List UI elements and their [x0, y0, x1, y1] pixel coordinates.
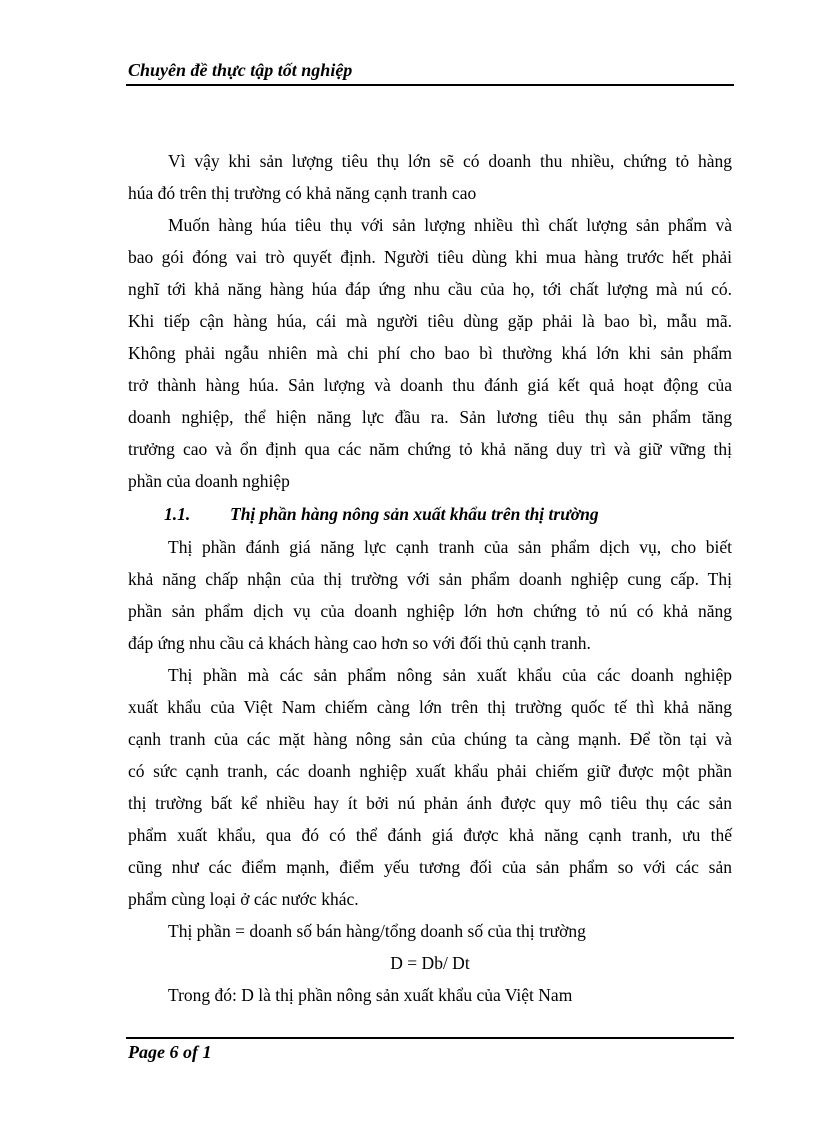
text-line: Vì vậy khi sản lượng tiêu thụ lớn sẽ có doanh thu nhiều, chứng tỏ hàng	[168, 151, 732, 171]
paragraph	[128, 211, 732, 499]
text-line: thị trường bất kể nhiều hay ít bởi nú phản ánh được quy mô tiêu thụ các sản	[128, 793, 732, 813]
header-title: Chuyên đề thực tập tốt nghiệp	[128, 60, 353, 80]
text-line: Thị phần mà các sản phẩm nông sản xuất khẩu của các doanh nghiệp	[168, 665, 732, 685]
text-line: phẩm cùng loại ở các nước khác.	[128, 889, 359, 909]
text-line: nghĩ tới khả năng hàng húa đáp ứng nhu cầu của họ, tới chất lượng mà nú có.	[128, 279, 732, 299]
text-line: doanh nghiệp, thể hiện năng lực đầu ra. Sản lương tiêu thụ sản phẩm tăng	[128, 407, 732, 427]
document-body	[128, 147, 732, 1013]
text-line: khả năng chấp nhận của thị trường với sản phẩm doanh nghiệp cung cấp. Thị	[128, 569, 732, 589]
text-line: Không phải ngẫu nhiên mà chi phí cho bao bì thường khá lớn khi sản phẩm	[128, 343, 732, 363]
text-line: trở thành hàng húa. Sản lượng và doanh thu đánh giá kết quả hoạt động của	[128, 375, 732, 395]
paragraph	[128, 661, 732, 917]
section-number: 1.1.	[164, 504, 191, 524]
text-line: phần sản phẩm dịch vụ của doanh nghiệp lớn hơn chứng tỏ nú có khả năng	[128, 601, 732, 621]
text-line: đáp ứng nhu cầu cả khách hàng cao hơn so với đối thủ cạnh tranh.	[128, 633, 591, 653]
text-line: Khi tiếp cận hàng húa, cái mà người tiêu dùng gặp phải là bao bì, mẫu mã.	[128, 311, 732, 331]
text-line: cạnh tranh của các mặt hàng nông sản của chúng ta càng mạnh. Để tồn tại và	[128, 729, 732, 749]
section-heading	[128, 499, 732, 533]
text-line: có sức cạnh tranh, các doanh nghiệp xuất khẩu phải chiếm giữ được một phần	[128, 761, 732, 781]
footer-rule	[126, 1037, 734, 1039]
text-line: Thị phần đánh giá năng lực cạnh tranh của sản phẩm dịch vụ, cho biết	[168, 537, 732, 557]
formula-legend: Trong đó: D là thị phần nông sản xuất khẩu của Việt Nam	[168, 985, 573, 1005]
formula-description: Thị phần = doanh số bán hàng/tổng doanh số của thị trường	[168, 921, 586, 941]
text-line: phẩm xuất khẩu, qua đó có thể đánh giá được khả năng cạnh tranh, ưu thế	[128, 825, 732, 845]
text-line: xuất khẩu của Việt Nam chiếm càng lớn trên thị trường quốc tế thì khả năng	[128, 697, 732, 717]
text-line: phần của doanh nghiệp	[128, 471, 290, 491]
formula: D = Db/ Dt	[390, 953, 470, 973]
text-line: cũng như các điểm mạnh, điểm yếu tương đối của sản phẩm so với các sản	[128, 857, 732, 877]
text-line: húa đó trên thị trường có khả năng cạnh tranh cao	[128, 183, 477, 203]
text-line: Muốn hàng húa tiêu thụ với sản lượng nhiều thì chất lượng sản phẩm và	[168, 215, 732, 235]
text-line: trưởng cao và ổn định qua các năm chứng tỏ khả năng duy trì và giữ vững thị	[128, 439, 732, 459]
paragraph	[128, 147, 732, 211]
paragraph	[128, 533, 732, 661]
text-line: bao gói đóng vai trò quyết định. Người tiêu dùng khi mua hàng trước hết phải	[128, 247, 732, 267]
page-number: Page 6 of 1	[128, 1042, 212, 1062]
section-title: Thị phần hàng nông sản xuất khẩu trên thị trường	[230, 504, 599, 524]
header-rule	[126, 84, 734, 86]
